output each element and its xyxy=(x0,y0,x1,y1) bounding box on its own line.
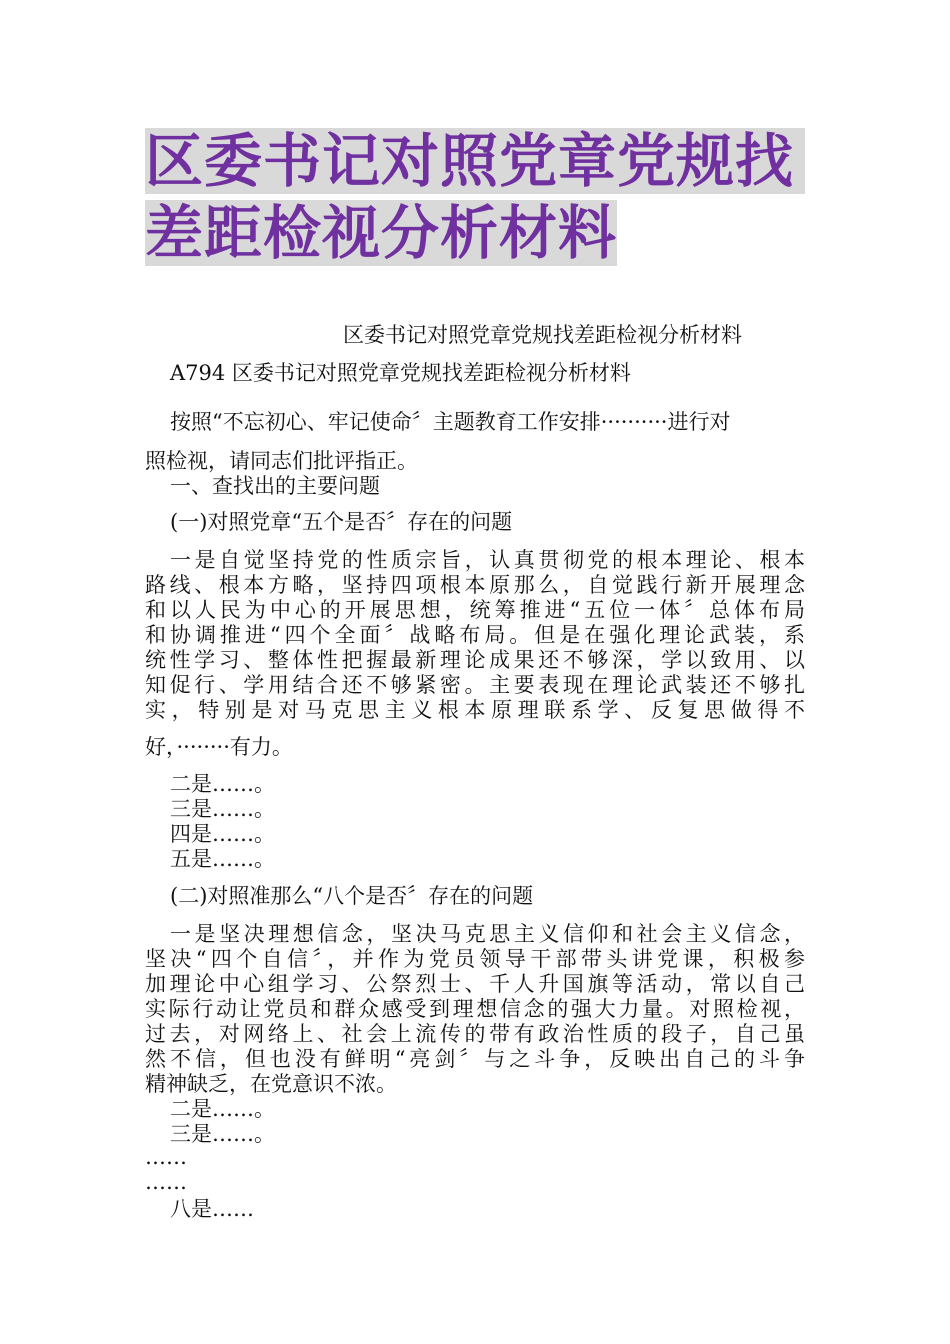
paragraph-2-line: 过去，对网络上、社会上流传的带有政治性质的段子，自己虽 xyxy=(145,1022,805,1046)
paragraph-2-line: 一是坚决理想信念，坚决马克思主义信仰和社会主义信念， xyxy=(170,922,805,946)
paragraph-1-line: 一是自觉坚持党的性质宗旨，认真贯彻党的根本理论、根本 xyxy=(170,548,805,572)
section-heading: 一、查找出的主要问题 xyxy=(170,474,380,498)
paragraph-2-line: 坚决“四个自信〞，并作为党员领导干部带头讲党课，积极参 xyxy=(145,947,805,971)
subsection-heading-1: (一)对照党章“五个是否〞存在的问题 xyxy=(170,510,513,534)
intro-line-1: 按照“不忘初心、牢记使命〞主题教育工作安排··········进行对 xyxy=(170,410,731,434)
document-title-line-2: 差距检视分析材料 xyxy=(145,199,618,267)
subsection-heading-2: (二)对照准那么“八个是否〞存在的问题 xyxy=(170,884,534,908)
paragraph-1-line: 路线、根本方略，坚持四项根本原那么，自觉践行新开展理念 xyxy=(145,573,805,597)
list-item: 二是……。 xyxy=(170,772,275,796)
paragraph-1-line: 实，特别是对马克思主义根本原理联系学、反复思做得不 xyxy=(145,698,805,722)
intro-line-2: 照检视，请同志们批评指正。 xyxy=(145,449,418,473)
paragraph-1-line: 和以人民为中心的开展思想，统筹推进“五位一体〞总体布局 xyxy=(145,598,805,622)
document-code-line: A794 区委书记对照党章党规找差距检视分析材料 xyxy=(170,361,631,385)
paragraph-2-line: 然不信，但也没有鲜明“亮剑〞与之斗争，反映出自己的斗争 xyxy=(145,1047,805,1071)
list-item: 五是……。 xyxy=(170,847,275,871)
list-item: 四是……。 xyxy=(170,822,275,846)
paragraph-1-line: 统性学习、整体性把握最新理论成果还不够深，学以致用、以 xyxy=(145,648,805,672)
paragraph-1-line: 和协调推进“四个全面〞战略布局。但是在强化理论武装，系 xyxy=(145,623,805,647)
list-item: 三是……。 xyxy=(170,797,275,821)
ellipsis-line: …… xyxy=(145,1170,187,1194)
document-subtitle: 区委书记对照党章党规找差距检视分析材料 xyxy=(343,323,742,347)
ellipsis-line: …… xyxy=(145,1145,187,1169)
list-item: 二是……。 xyxy=(170,1097,275,1121)
list-item: 八是…… xyxy=(170,1197,254,1221)
paragraph-1-end: 好，········有力。 xyxy=(145,735,293,759)
paragraph-2-line: 加理论中心组学习、公祭烈士、千人升国旗等活动，常以自己 xyxy=(145,972,805,996)
list-item: 三是……。 xyxy=(170,1122,275,1146)
paragraph-1-line: 知促行、学用结合还不够紧密。主要表现在理论武装还不够扎 xyxy=(145,673,805,697)
paragraph-2-end: 精神缺乏，在党意识不浓。 xyxy=(145,1072,397,1096)
document-title-line-1: 区委书记对照党章党规找 xyxy=(145,128,805,194)
paragraph-2-line: 实际行动让党员和群众感受到理想信念的强大力量。对照检视， xyxy=(145,997,805,1021)
